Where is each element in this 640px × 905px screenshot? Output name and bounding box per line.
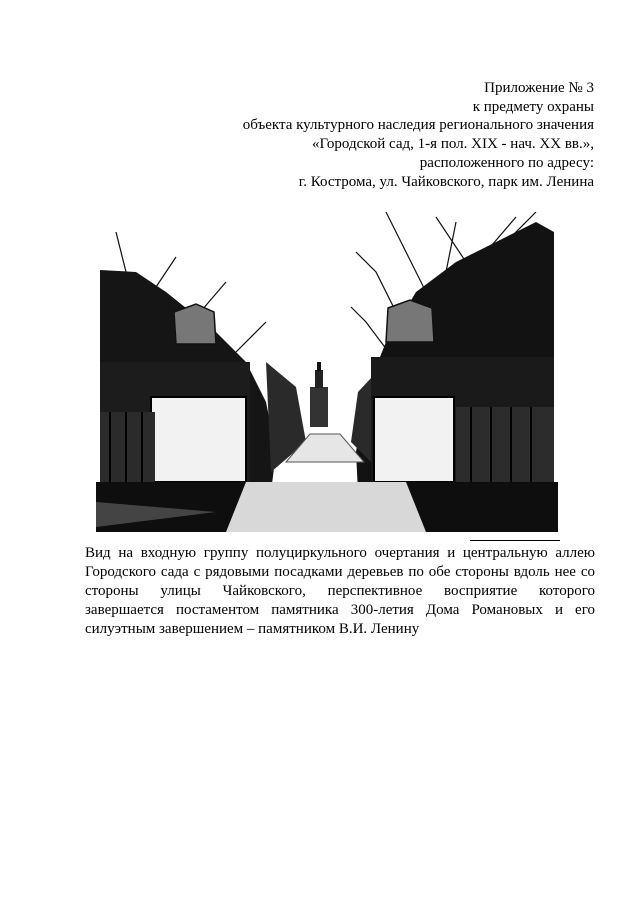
header-object-type: объекта культурного наследия регионального значения [242,117,594,134]
header-subject: к предмету охраны [472,98,594,115]
photo-garden-entrance [96,212,558,532]
header-object-name: «Городской сад, 1-я пол. XIX - нач. XX вв.», [312,136,594,153]
caption-divider [470,540,560,541]
header-address-label: расположенного по адресу: [419,154,594,171]
photo-caption [85,544,595,639]
document-header [174,79,594,191]
header-appendix-number: Приложение № 3 [484,80,594,96]
caption-line: стороны улицы Чайковского, перспективное восприятие которого [85,583,595,599]
caption-line: Вид на входную группу полуциркульного очертания и центральную аллею [85,545,595,561]
header-address: г. Кострома, ул. Чайковского, парк им. Ленина [298,173,594,190]
caption-line: завершается постаментом памятника 300-летия Дома Романовых и его [85,602,595,618]
caption-line: Городского сада с рядовыми посадками деревьев по обе стороны вдоль нее со [85,564,595,580]
caption-line: силуэтным завершением – памятником В.И. Ленину [85,621,420,637]
